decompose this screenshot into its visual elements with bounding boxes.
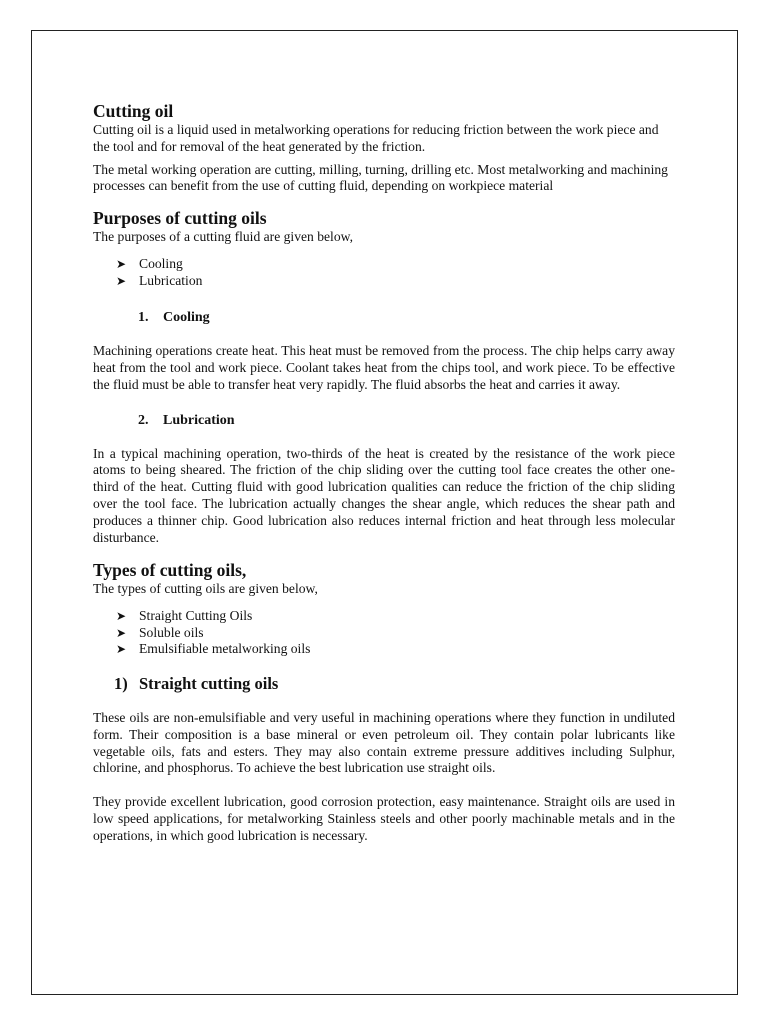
heading-types: Types of cutting oils, [93, 560, 247, 581]
intro-paragraph-1: Cutting oil is a liquid used in metalworking operations for reducing friction between the work piece and the tool and for removal of the heat generated by the friction. [93, 122, 659, 154]
purposes-lead: The purposes of a cutting fluid are given below, [93, 229, 353, 245]
list-item: ➤ Lubrication [116, 272, 203, 288]
arrowhead-bullet-icon: ➤ [116, 273, 127, 288]
list-item: ➤ Soluble oils [116, 624, 204, 640]
types-list [93, 608, 675, 658]
arrowhead-bullet-icon: ➤ [116, 625, 127, 640]
title-cutting-oil: Cutting oil [93, 101, 174, 121]
straight-oils-paragraph-1: These oils are non-emulsifiable and very useful in machining operations where they function in undiluted form. Their composition is a base mineral or even petroleum oil. They contain polar lubricants like vegetable oils, fats and esters. They may also contain extreme pressure additives including Sulphur, chlorine, and phosphorus. To achieve the best lubrication use straight oils. [93, 709, 675, 776]
cooling-paragraph: Machining operations create heat. This heat must be removed from the process. The chip helps carry away heat from the tool and work piece. Coolant takes heat from the chips tool, and work piece. To be effective the fluid must be able to transfer heat very rapidly. The fluid absorbs the heat and carries it away. [93, 343, 675, 392]
arrowhead-bullet-icon: ➤ [116, 256, 127, 271]
intro-paragraph-2: The metal working operation are cutting, milling, turning, drilling etc. Most metalworking and machining processes can benefit from the use of cutting fluid, depending on workpiece material [93, 161, 668, 194]
heading-lubrication: 2. Lubrication [138, 412, 235, 428]
heading-purposes: Purposes of cutting oils [93, 208, 267, 229]
heading-cooling: 1. Cooling [138, 310, 210, 326]
types-lead: The types of cutting oils are given below, [93, 581, 318, 597]
list-item: ➤ Cooling [116, 255, 183, 271]
arrowhead-bullet-icon: ➤ [116, 642, 127, 657]
document-body [93, 100, 675, 845]
list-item: ➤ Emulsifiable metalworking oils [116, 641, 311, 657]
list-item: ➤ Straight Cutting Oils [116, 608, 253, 624]
heading-straight-cutting-oils: 1) Straight cutting oils [114, 673, 279, 693]
lubrication-paragraph: In a typical machining operation, two-thirds of the heat is created by the resistance of the work piece atoms to being sheared. The friction of the chip sliding over the cutting tool face creates the other one-third of the heat. Cutting fluid with good lubrication qualities can reduce the friction of the chip sliding over the tool face. The lubrication actually changes the shear angle, which reduces the shear path and produces a thinner chip. Good lubrication also reduces internal friction and heat through less molecular disturbance. [93, 445, 675, 545]
purposes-list [93, 256, 675, 289]
arrowhead-bullet-icon: ➤ [116, 609, 127, 624]
straight-oils-paragraph-2: They provide excellent lubrication, good corrosion protection, easy maintenance. Straight oils are used in low speed applications, for metalworking Stainless steels and other poorly machinable metals and in the operations, in which good lubrication is necessary. [93, 794, 675, 843]
